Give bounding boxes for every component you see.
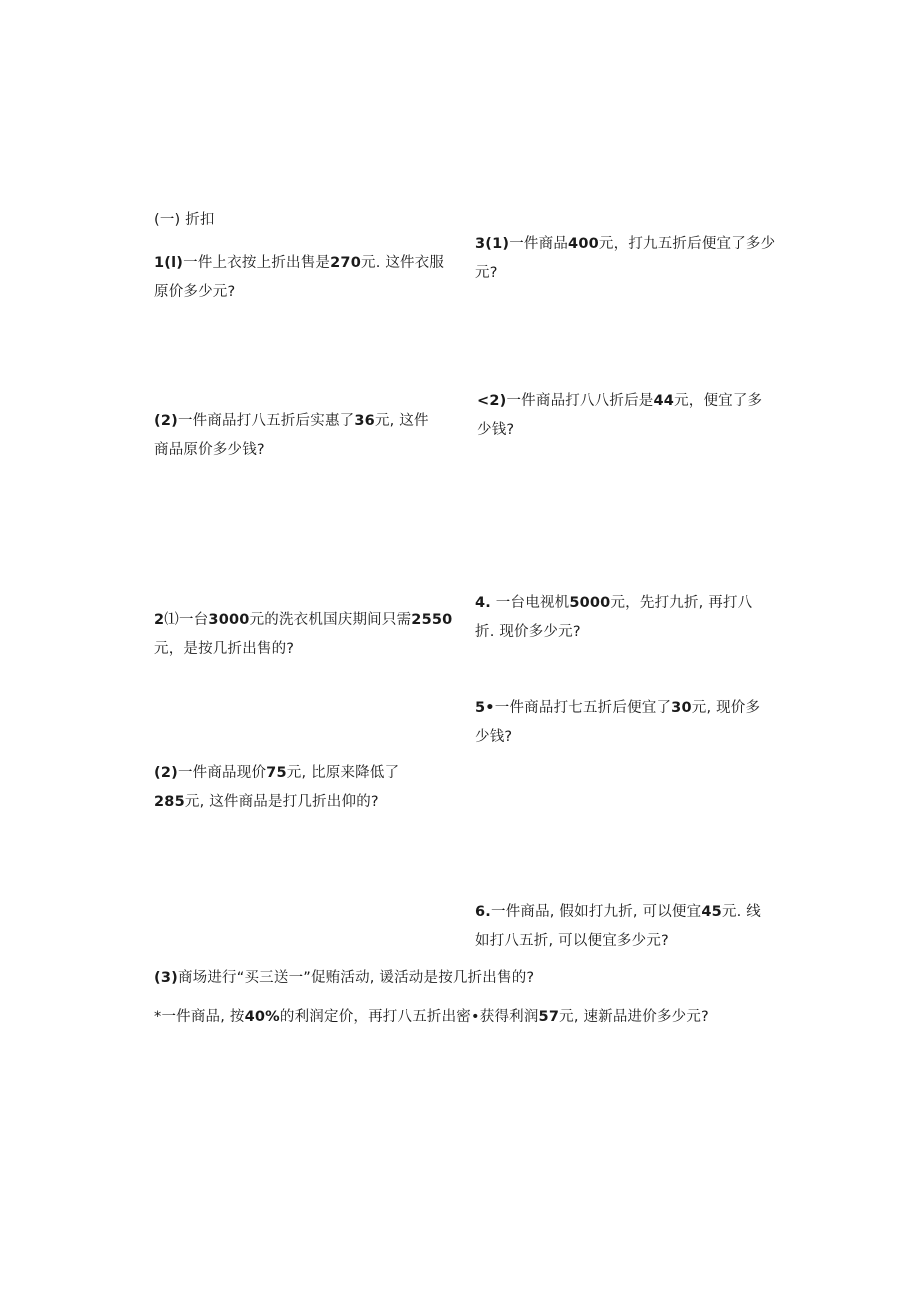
question-number: 6. <box>475 904 491 920</box>
question-line <box>154 759 399 788</box>
question-value: 44 <box>653 393 675 409</box>
question-text: 元. 线 <box>721 904 761 920</box>
question-text: 元的洗衣机国庆期间只需 <box>249 612 412 628</box>
question-text: 元，便宜了多 <box>674 393 763 409</box>
question-5 <box>475 694 760 752</box>
question-number: (2) <box>154 413 178 429</box>
question-text: 元, 现价多 <box>691 700 761 716</box>
question-line <box>477 387 762 416</box>
question-text: 一件商品打八五折后实惠了 <box>177 413 355 429</box>
question-number: 5• <box>475 700 495 716</box>
question-line: 少钱? <box>475 729 513 745</box>
question-value: 285 <box>154 794 185 810</box>
question-text: 一件商品 <box>509 236 569 252</box>
question-line: 商品原价多少钱? <box>154 442 265 458</box>
question-line <box>154 249 444 278</box>
question-value: 2550 <box>411 612 453 628</box>
question-6 <box>475 898 761 956</box>
question-line: 如打八五折, 可以便宜多少元? <box>475 933 669 949</box>
question-number: 3(1) <box>475 236 510 252</box>
question-text: 商场进行“买三送一”促贿活动, 谖活动是按几折出售的? <box>177 970 535 986</box>
question-line: 元? <box>475 265 498 281</box>
section-title-text: (一) 折扣 <box>154 212 215 228</box>
question-text: 一台电视机 <box>491 595 570 611</box>
question-line: 元，是按几折出售的? <box>154 641 295 657</box>
question-3-1 <box>475 230 775 288</box>
question-2-1 <box>154 606 452 664</box>
question-text: 一件商品打七五折后便宜了 <box>494 700 672 716</box>
question-line: 折. 现价多少元? <box>475 624 581 640</box>
question-line <box>154 606 452 635</box>
question-line <box>154 788 399 817</box>
question-2-2 <box>154 759 399 817</box>
question-line <box>475 589 752 618</box>
question-text: 一台 <box>179 612 209 628</box>
question-extra <box>154 1003 709 1032</box>
question-value: 57 <box>538 1009 560 1025</box>
question-value: 3000 <box>208 612 250 628</box>
question-text: 元，打九五折后便宜了多少 <box>598 236 776 252</box>
question-number: <2) <box>477 393 507 409</box>
question-number: (3) <box>154 970 178 986</box>
question-text: 元. 这件衣服 <box>361 255 445 271</box>
question-value: 36 <box>354 413 375 429</box>
question-3-2 <box>477 387 762 445</box>
section-title <box>154 206 215 235</box>
question-text: 元，先打九折, 再打八 <box>610 595 753 611</box>
question-value: 400 <box>568 236 599 252</box>
question-line <box>475 694 760 723</box>
question-value: 5000 <box>569 595 611 611</box>
question-value: 270 <box>330 255 361 271</box>
question-value: 75 <box>266 765 287 781</box>
question-text: 一件商品现价 <box>177 765 267 781</box>
question-number: 1(l) <box>154 255 184 271</box>
question-text: 的利润定价，再打八五折出密•获得利润 <box>279 1009 539 1025</box>
question-4 <box>475 589 752 647</box>
question-number: 2 <box>154 612 165 628</box>
question-number: 4. <box>475 595 491 611</box>
question-number: * <box>154 1009 162 1025</box>
question-text: 元, 这件商品是打几折出仰的? <box>184 794 379 810</box>
question-value: 45 <box>701 904 722 920</box>
question-text: 元, 这件 <box>374 413 429 429</box>
question-value: 40% <box>244 1009 280 1025</box>
question-line <box>475 230 775 259</box>
question-line <box>475 898 761 927</box>
question-line: 少钱? <box>477 422 515 438</box>
question-2-3 <box>154 964 534 993</box>
question-text: 一件上衣按上折出售是 <box>183 255 331 271</box>
question-line: 原价多少元? <box>154 284 236 300</box>
question-1-1 <box>154 249 444 307</box>
question-text: 一件商品, 假如打九折, 可以便宜 <box>491 904 702 920</box>
question-value: 30 <box>671 700 692 716</box>
question-number-paren: ⑴ <box>164 612 179 628</box>
question-text: 一件商品打八八折后是 <box>506 393 654 409</box>
question-line <box>154 964 534 993</box>
question-text: 元, 速新品进价多少元? <box>559 1009 709 1025</box>
question-line <box>154 1003 709 1032</box>
question-text: 元, 比原来降低了 <box>286 765 400 781</box>
question-line <box>154 407 429 436</box>
question-number: (2) <box>154 765 178 781</box>
question-text: 一件商品, 按 <box>161 1009 245 1025</box>
question-1-2 <box>154 407 429 465</box>
